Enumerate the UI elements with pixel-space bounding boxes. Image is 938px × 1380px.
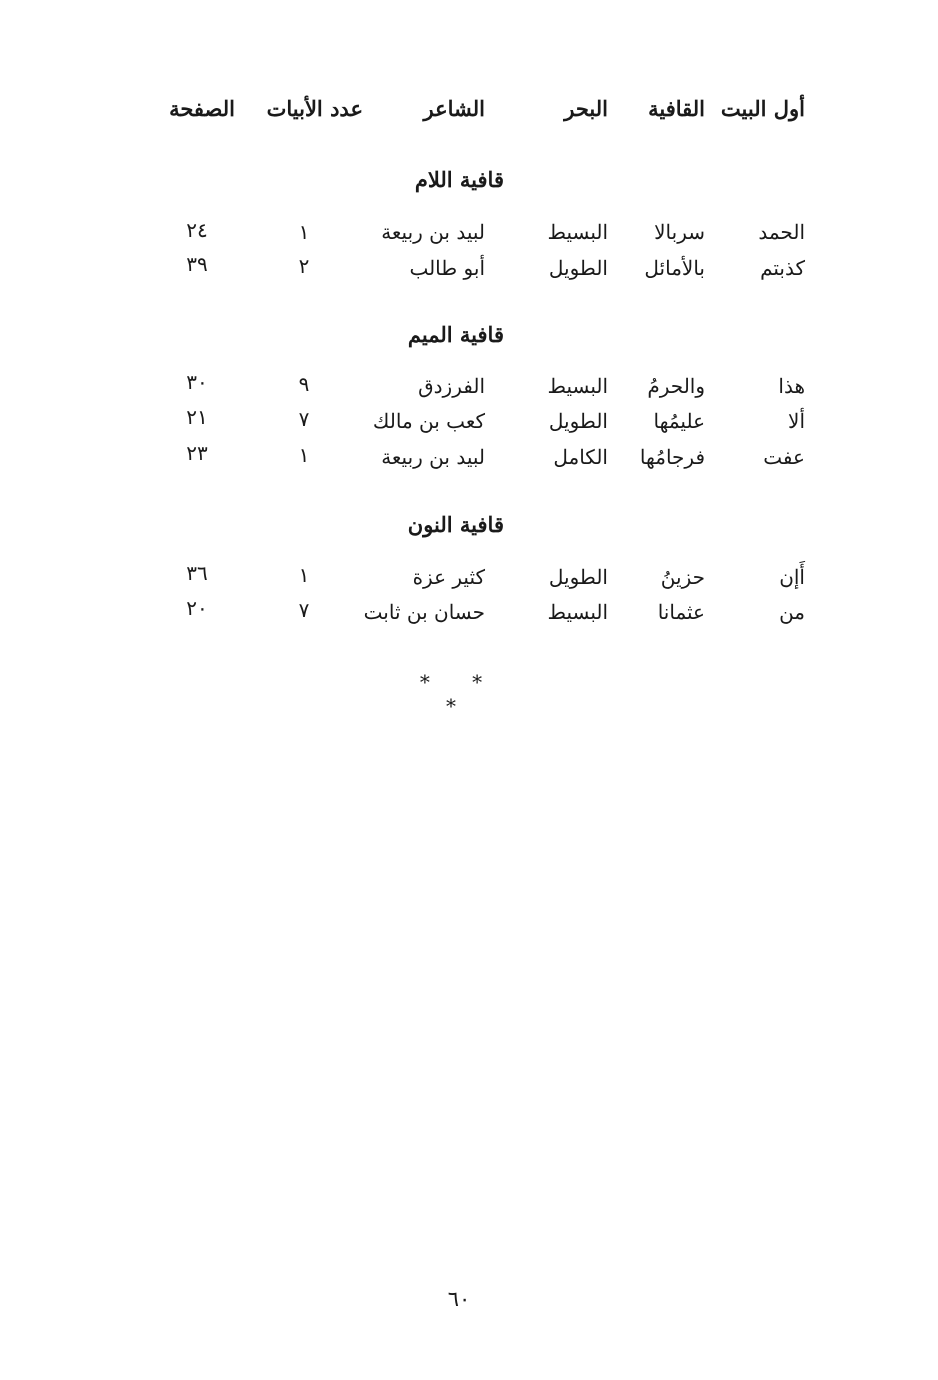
row-meter: الطويل <box>548 409 608 433</box>
row-first-verse: كذبتم <box>760 256 805 280</box>
section-separator: * * * <box>419 670 501 718</box>
row-poet: كعب بن مالك <box>372 409 485 433</box>
row-first-verse: أَإن <box>779 565 805 589</box>
row-verse-count: ١ <box>298 563 310 587</box>
row-page: ٢٤ <box>186 218 208 242</box>
section-title: قافية النون <box>407 512 504 537</box>
row-poet: لبيد بن ربيعة <box>381 220 485 244</box>
header-meter: البحر <box>564 96 608 121</box>
row-meter: الكامل <box>553 445 608 469</box>
header-first-verse: أول البيت <box>720 96 805 121</box>
row-rhyme: سربالا <box>654 220 705 244</box>
row-first-verse: الحمد <box>758 220 805 244</box>
row-page: ٢٣ <box>186 441 208 465</box>
row-verse-count: ١ <box>298 443 310 467</box>
row-first-verse: من <box>779 600 805 624</box>
row-meter: الطويل <box>548 565 608 589</box>
row-rhyme: عليمُها <box>653 409 705 433</box>
row-page: ٣٠ <box>186 370 208 394</box>
row-first-verse: ألا <box>788 409 805 433</box>
row-poet: أبو طالب <box>409 256 485 280</box>
row-page: ٣٩ <box>186 252 208 276</box>
section-title: قافية الميم <box>407 322 504 347</box>
section-title: قافية اللام <box>414 167 504 192</box>
row-verse-count: ٧ <box>298 407 310 431</box>
row-page: ٢١ <box>186 405 208 429</box>
row-rhyme: عثمانا <box>657 600 705 624</box>
row-rhyme: حزينُ <box>660 565 705 589</box>
row-poet: لبيد بن ربيعة <box>381 445 485 469</box>
row-rhyme: والحرمُ <box>647 374 705 398</box>
row-rhyme: بالأمائل <box>644 256 705 280</box>
row-page: ٣٦ <box>186 561 208 585</box>
page-number: ٦٠ <box>447 1287 471 1311</box>
row-meter: البسيط <box>547 600 608 624</box>
row-rhyme: فرجامُها <box>639 445 705 469</box>
row-poet: الفرزدق <box>418 374 485 398</box>
row-verse-count: ١ <box>298 220 310 244</box>
row-verse-count: ٩ <box>298 372 310 396</box>
row-page: ٢٠ <box>186 596 208 620</box>
row-meter: البسيط <box>547 220 608 244</box>
header-verse-count: عدد الأبيات <box>266 96 363 121</box>
row-first-verse: هذا <box>778 374 805 398</box>
row-poet: كثير عزة <box>412 565 485 589</box>
header-rhyme: القافية <box>648 96 705 121</box>
row-poet: حسان بن ثابت <box>363 600 485 624</box>
row-meter: الطويل <box>548 256 608 280</box>
header-page: الصفحة <box>169 96 235 121</box>
row-verse-count: ٢ <box>298 254 310 278</box>
header-poet: الشاعر <box>423 96 485 121</box>
row-meter: البسيط <box>547 374 608 398</box>
row-first-verse: عفت <box>763 445 805 469</box>
row-verse-count: ٧ <box>298 598 310 622</box>
